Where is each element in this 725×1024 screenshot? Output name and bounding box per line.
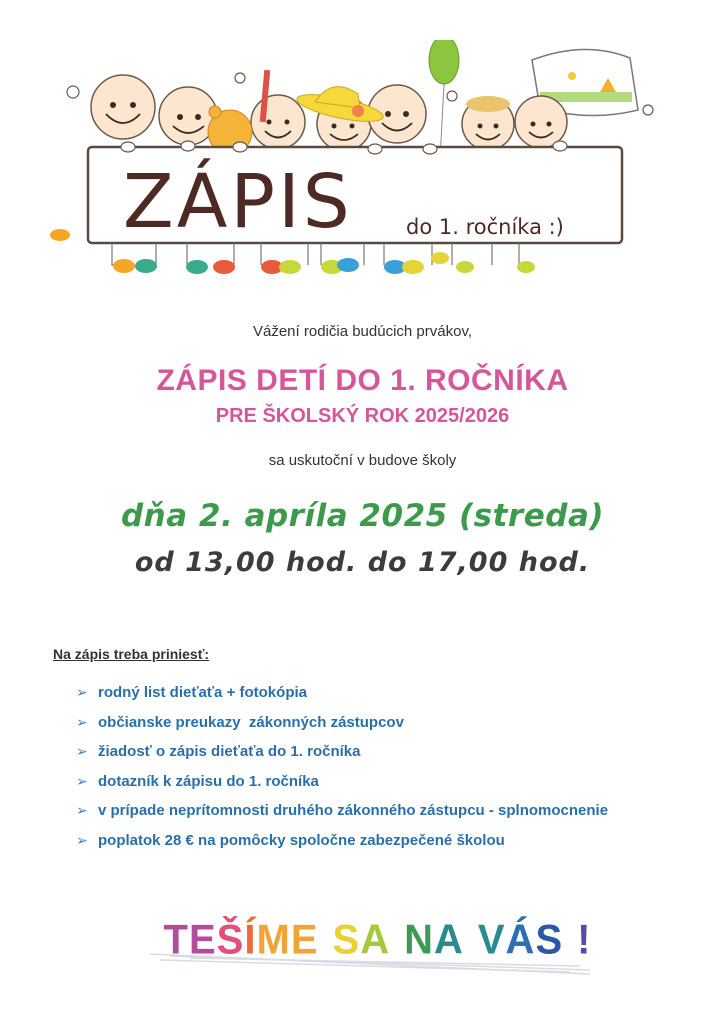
footer-letter: V	[477, 916, 506, 964]
list-item	[76, 743, 608, 773]
venue-text: sa uskutoční v budove školy	[268, 452, 457, 469]
greeting: Vážení rodičia budúcich prvákov,	[252, 323, 472, 340]
footer-letter	[464, 917, 478, 964]
list-item-text: v prípade neprítomnosti druhého zákonného zástupcu - splnomocnenie	[98, 802, 609, 819]
list-item	[76, 714, 608, 744]
footer-letter	[390, 917, 404, 964]
list-item-text: poplatok 28 € na pomôcky spoločne zabezpečené školou	[98, 831, 505, 849]
requirements-list	[76, 684, 608, 861]
footer-letter: S	[332, 916, 361, 964]
footer-letter: E	[290, 916, 319, 964]
footer-letter: Í	[244, 916, 257, 964]
arrowhead-bullet-icon: ➢	[76, 743, 88, 759]
arrowhead-bullet-icon: ➢	[76, 684, 88, 700]
list-item-text: žiadosť o zápis dieťaťa do 1. ročníka	[98, 743, 361, 760]
requirements-heading: Na zápis treba priniesť:	[53, 646, 210, 662]
arrowhead-bullet-icon: ➢	[76, 772, 88, 789]
arrowhead-bullet-icon: ➢	[76, 713, 88, 730]
footer-letter: N	[404, 916, 434, 964]
main-heading: ZÁPIS DETÍ DO 1. ROČNÍKA	[156, 364, 569, 397]
footer-letter: Š	[216, 916, 245, 964]
footer-letter: !	[577, 916, 592, 964]
footer-letter: Á	[505, 916, 536, 964]
footer-letter: A	[360, 916, 391, 964]
arrowhead-bullet-icon: ➢	[76, 831, 88, 848]
list-item-text: dotazník k zápisu do 1. ročníka	[98, 772, 319, 790]
list-item	[76, 684, 608, 714]
footer-letter: M	[256, 916, 291, 964]
event-time: od 13,00 hod. do 17,00 hod.	[134, 547, 591, 578]
arrowhead-bullet-icon: ➢	[76, 802, 88, 818]
banner-title: ZÁPIS	[123, 159, 353, 245]
footer-slogan	[0, 917, 725, 964]
event-date: dňa 2. apríla 2025 (streda)	[120, 498, 605, 534]
list-item	[76, 802, 608, 832]
footer-letter	[319, 917, 333, 964]
footer-letter	[563, 917, 577, 964]
footer-letter: S	[535, 916, 564, 964]
footer-letter: T	[163, 916, 189, 964]
footer-letter: E	[188, 916, 217, 964]
banner-subtitle: do 1. ročníka :)	[406, 215, 564, 239]
banner-illustration	[40, 40, 680, 290]
list-item	[76, 832, 608, 862]
footer-letter: A	[433, 916, 464, 964]
list-item-text: rodný list dieťaťa + fotokópia	[98, 684, 307, 701]
list-item	[76, 773, 608, 803]
list-item-text: občianske preukazy zákonných zástupcov	[98, 713, 404, 731]
school-year-heading: PRE ŠKOLSKÝ ROK 2025/2026	[215, 405, 510, 427]
